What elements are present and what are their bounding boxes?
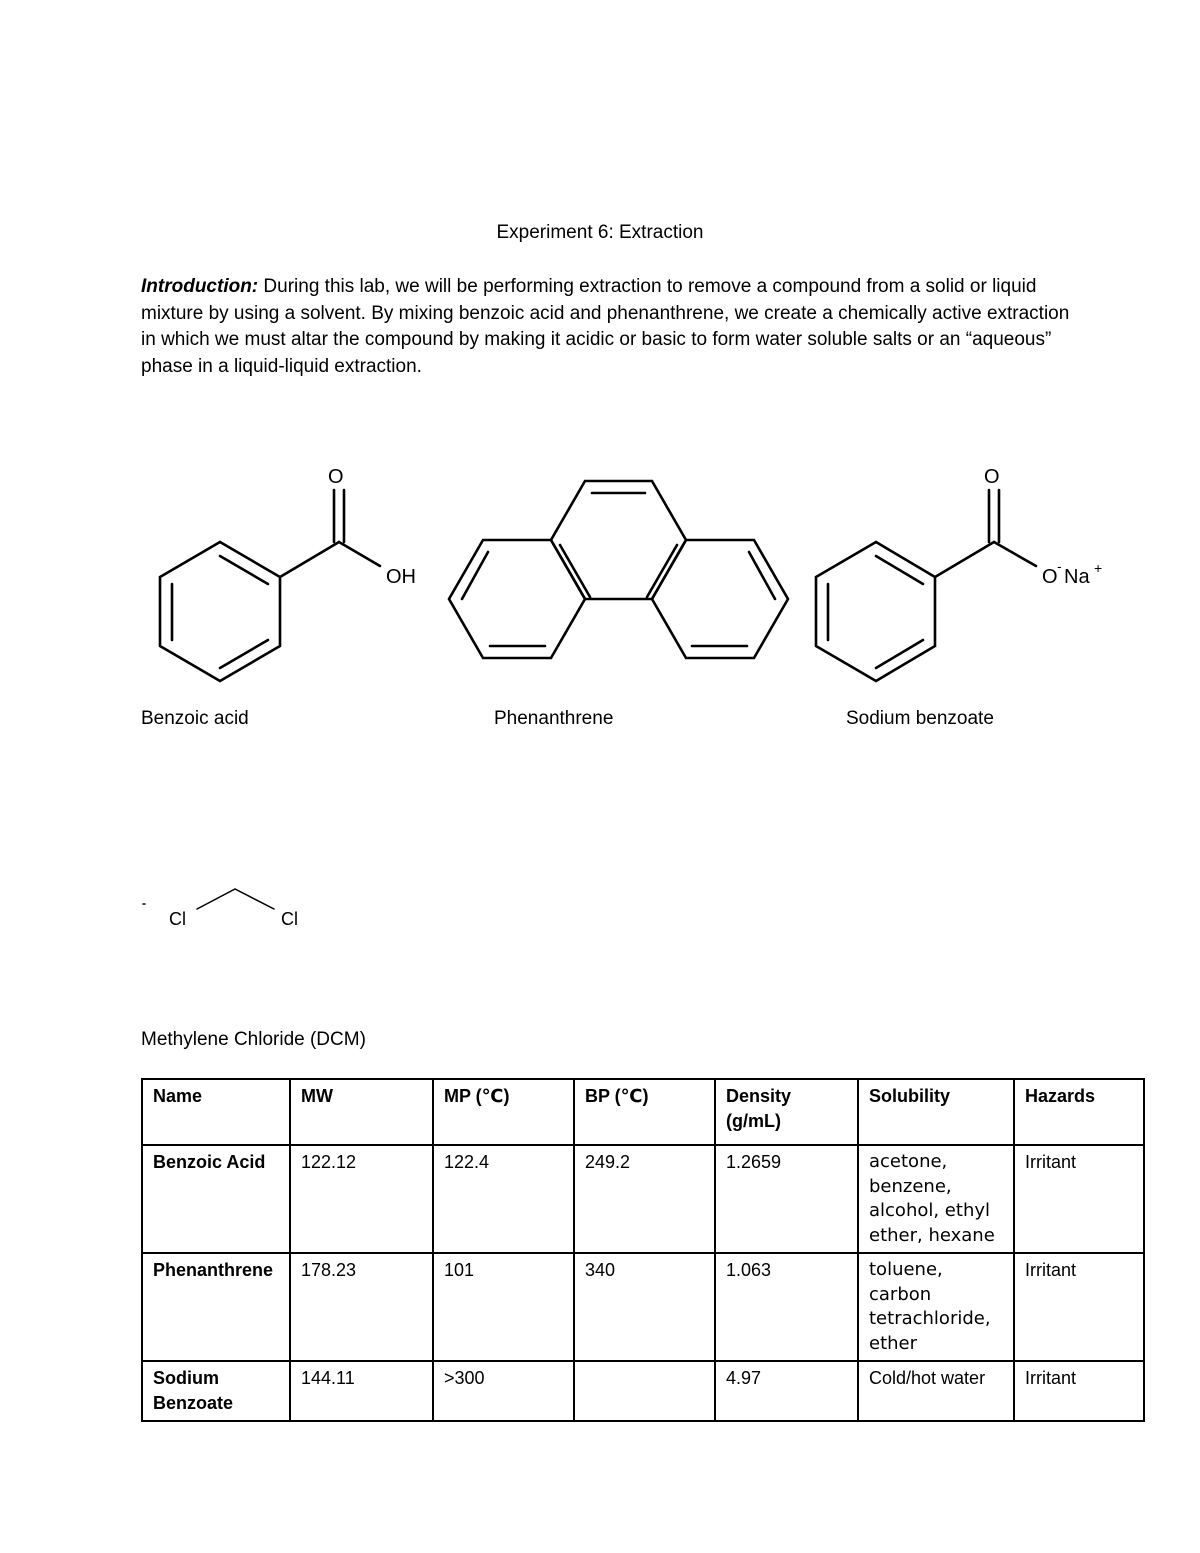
- cell-bp: [574, 1361, 715, 1421]
- sodium-benzoate-label: Sodium benzoate: [846, 708, 994, 729]
- table-row: [142, 1361, 1144, 1421]
- sodium-benzoate-plus-charge: +: [1094, 560, 1103, 576]
- cell-mp: 122.4: [433, 1145, 574, 1253]
- cell-density: 1.2659: [715, 1145, 858, 1253]
- benzoic-acid-o-atom: O: [328, 466, 344, 488]
- cell-bp: 340: [574, 1253, 715, 1361]
- cell-hazards: Irritant: [1014, 1361, 1144, 1421]
- introduction-paragraph: [141, 274, 1071, 380]
- sodium-benzoate-o-minus: O: [1042, 566, 1058, 588]
- header-name: Name: [142, 1079, 290, 1145]
- cell-mw: 144.11: [290, 1361, 433, 1421]
- header-density: Density (g/mL): [715, 1079, 858, 1145]
- table-row: [142, 1145, 1144, 1253]
- cell-solubility: toluene, carbon tetrachloride, ether: [858, 1253, 1014, 1361]
- cell-mw: 178.23: [290, 1253, 433, 1361]
- header-solubility: Solubility: [858, 1079, 1014, 1145]
- sodium-benzoate-o-atom: O: [984, 466, 1000, 488]
- table-row: [142, 1253, 1144, 1361]
- cell-mp: 101: [433, 1253, 574, 1361]
- cell-name: Phenanthrene: [142, 1253, 290, 1361]
- cell-density: 4.97: [715, 1361, 858, 1421]
- header-mw: MW: [290, 1079, 433, 1145]
- benzoic-acid-oh-group: OH: [386, 566, 416, 588]
- sodium-benzoate-na-atom: Na: [1064, 566, 1090, 588]
- cell-hazards: Irritant: [1014, 1253, 1144, 1361]
- cell-mp: >300: [433, 1361, 574, 1421]
- phenanthrene-label: Phenanthrene: [494, 708, 614, 729]
- properties-table: [141, 1078, 1145, 1422]
- sodium-benzoate-minus-charge: -: [1057, 558, 1062, 574]
- benzoic-acid-label: Benzoic acid: [141, 708, 249, 729]
- dcm-label: Methylene Chloride (DCM): [141, 1029, 366, 1050]
- cell-solubility: Cold/hot water: [858, 1361, 1014, 1421]
- cell-density: 1.063: [715, 1253, 858, 1361]
- document-title: Experiment 6: Extraction: [496, 222, 704, 243]
- introduction-text: During this lab, we will be performing extraction to remove a compound from a solid or liquid mixture by using a solvent. By mixing benzoic acid and phenanthrene, we create a chemically active extraction in which we must altar the compound by making it acidic or basic to form water soluble salts or an “aqueous” phase in a liquid-liquid extraction.: [141, 276, 1070, 377]
- dcm-cl-right: Cl: [281, 909, 298, 929]
- header-bp: BP (℃): [574, 1079, 715, 1145]
- dcm-cl-left: Cl: [169, 909, 186, 929]
- table-header-row: [142, 1079, 1144, 1145]
- cell-name: Benzoic Acid: [142, 1145, 290, 1253]
- cell-mw: 122.12: [290, 1145, 433, 1253]
- introduction-label: Introduction:: [141, 276, 259, 297]
- cell-hazards: Irritant: [1014, 1145, 1144, 1253]
- header-hazards: Hazards: [1014, 1079, 1144, 1145]
- cell-solubility: acetone, benzene, alcohol, ethyl ether, hexane: [858, 1145, 1014, 1253]
- cell-name: Sodium Benzoate: [142, 1361, 290, 1421]
- header-mp: MP (℃): [433, 1079, 574, 1145]
- cell-bp: 249.2: [574, 1145, 715, 1253]
